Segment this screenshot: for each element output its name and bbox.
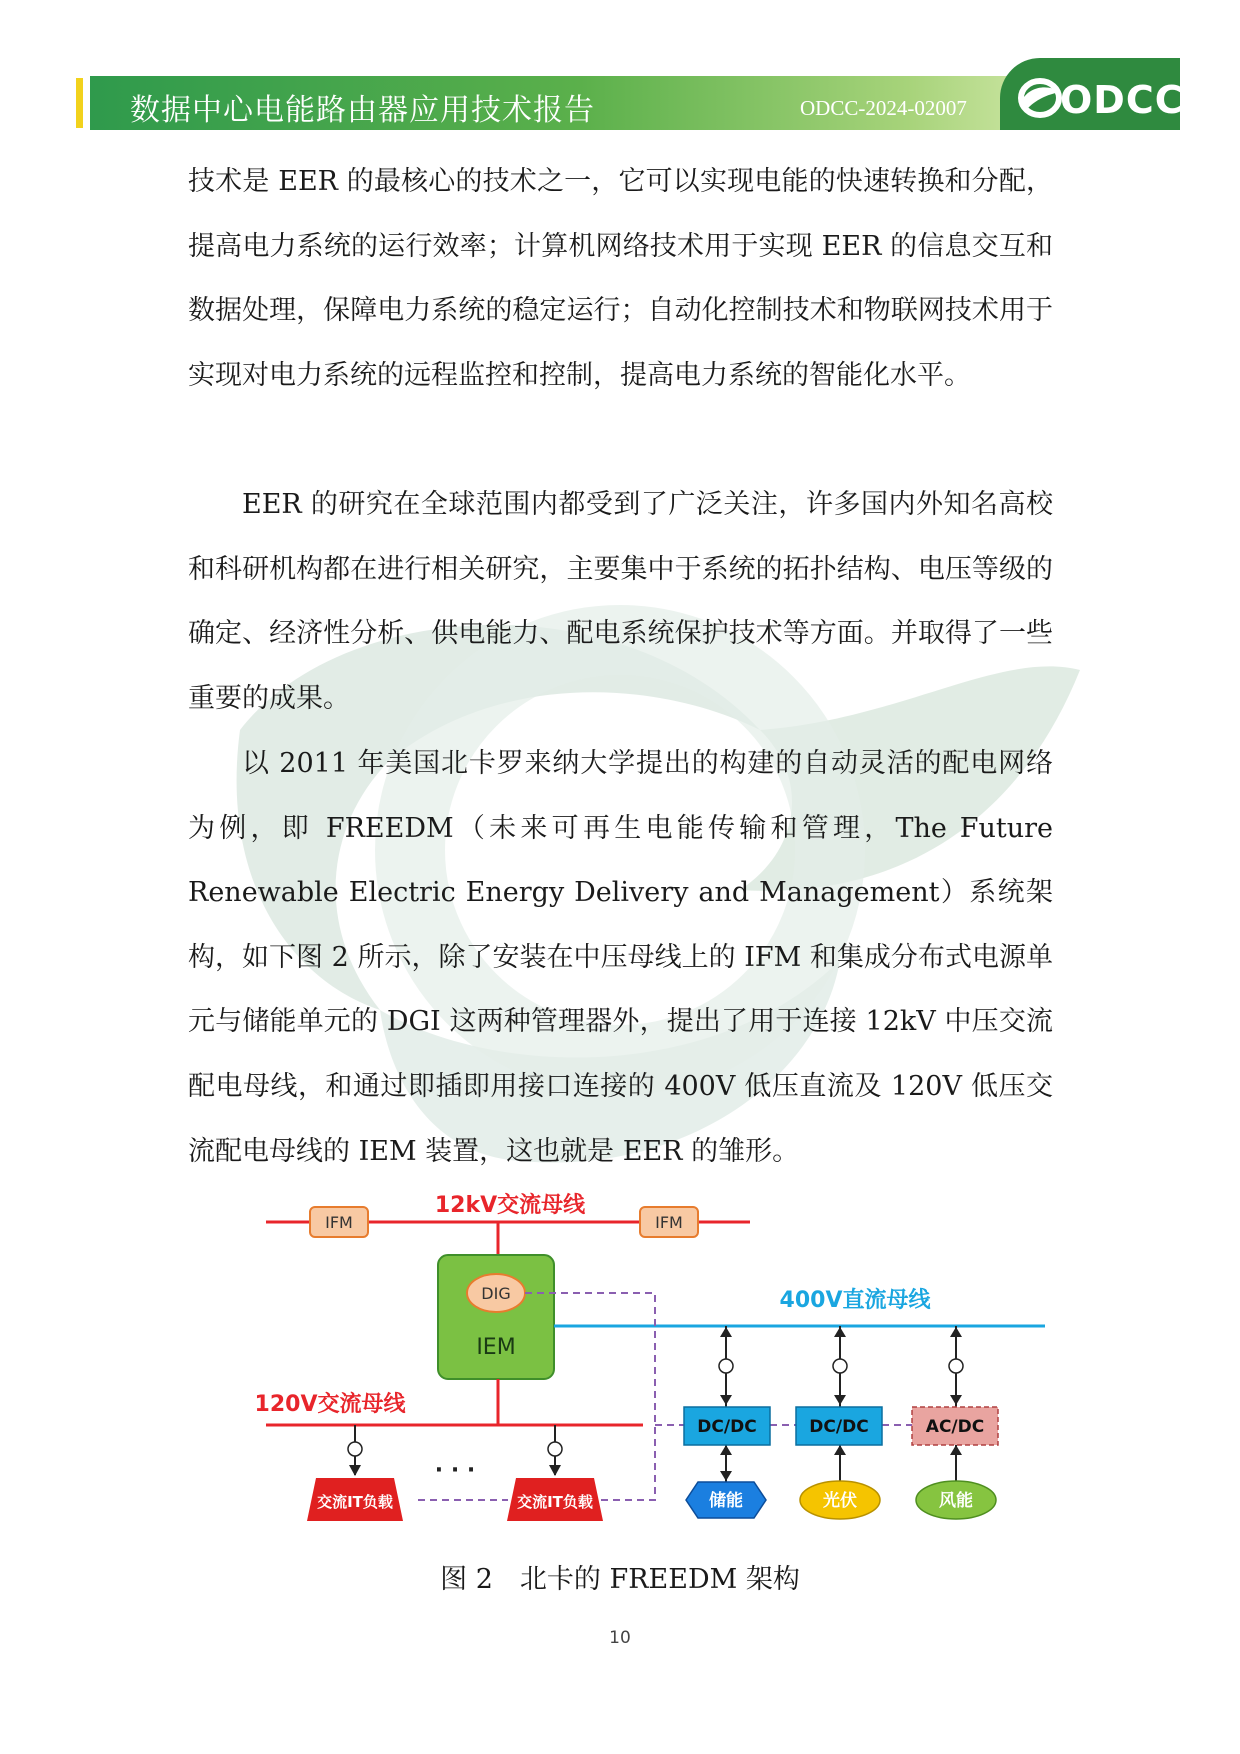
- storage-label: 储能: [709, 1491, 743, 1511]
- paragraph-1: 技术是 EER 的最核心的技术之一，它可以实现电能的快速转换和分配，提高电力系统的运行效率；计算机网络技术用于实现 EER 的信息交互和数据处理，保障电力系统的稳定运行；自动化控制技术和物联网技术用于实现对电力系统的远程监控和控制，提高电力系统的智能化水平。: [188, 166, 1053, 391]
- pv-label: 光伏: [823, 1491, 857, 1511]
- wind-label: 风能: [939, 1491, 973, 1511]
- header-accent-bar: [76, 78, 83, 128]
- dig-label: DIG: [481, 1284, 511, 1303]
- bus-400v-label: 400V直流母线: [779, 1288, 931, 1313]
- odcc-leaf-icon: [1016, 76, 1064, 120]
- figure-caption: 图 2 北卡的 FREEDM 架构: [440, 1564, 800, 1595]
- bus-12kv-label: 12kV交流母线: [434, 1193, 586, 1218]
- ifm-right-label: IFM: [655, 1213, 683, 1232]
- paragraph-3: 以 2011 年美国北卡罗来纳大学提出的构建的自动灵活的配电网络为例，即 FREEDM（未来可再生电能传输和管理，The Future Renewable Electric Energy Delivery and Management）系统架构，如下图 2 所示，除了安装在中压母线上的 IFM 和集成分布式电源单元与储能单元的 DGI 这两种管理器外，提出了用于连接 12kV 中压交流配电母线，和通过即插即用接口连接的 400V 低压直流及 120V 低压交流配电母线的 IEM 装置，这也就是 EER 的雏形。: [188, 748, 1053, 1167]
- bus-120v-label: 120V交流母线: [254, 1392, 406, 1417]
- loads-ellipsis: · · ·: [434, 1458, 476, 1483]
- freedm-architecture-diagram: [250, 1185, 1060, 1545]
- document-code: ODCC-2024-02007: [800, 96, 967, 120]
- it-load-2-label: 交流IT负载: [517, 1493, 593, 1511]
- iem-label: IEM: [476, 1335, 516, 1360]
- report-title: 数据中心电能路由器应用技术报告: [130, 93, 595, 128]
- dcdc-converter-2-label: DC/DC: [809, 1417, 869, 1437]
- odcc-logo-text: ODCC: [1060, 78, 1184, 122]
- acdc-converter-label: AC/DC: [925, 1417, 985, 1437]
- page-number: 10: [609, 1628, 631, 1648]
- it-load-1-label: 交流IT负载: [317, 1493, 393, 1511]
- ifm-left-label: IFM: [325, 1213, 353, 1232]
- dcdc-converter-1-label: DC/DC: [697, 1417, 757, 1437]
- paragraph-2: EER 的研究在全球范围内都受到了广泛关注，许多国内外知名高校和科研机构都在进行相关研究，主要集中于系统的拓扑结构、电压等级的确定、经济性分析、供电能力、配电系统保护技术等方面。并取得了一些重要的成果。: [188, 489, 1053, 714]
